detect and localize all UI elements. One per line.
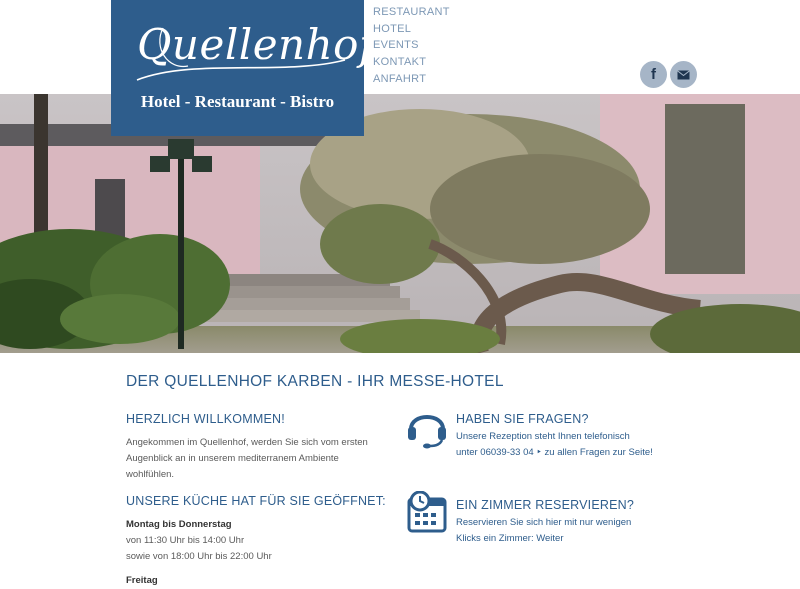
nav-item-anfahrt[interactable]: ANFAHRT — [373, 72, 427, 85]
page-title: DER QUELLENHOF KARBEN - IHR MESSE-HOTEL — [126, 373, 504, 390]
welcome-section — [126, 412, 386, 589]
reservation-line-1: Reservieren Sie sich hier mit nur wenigen — [456, 517, 632, 528]
contact-heading: HABEN SIE FRAGEN? — [456, 412, 589, 426]
contact-line-1: Unsere Rezeption steht Ihnen telefonisch — [456, 431, 630, 442]
facebook-button[interactable] — [640, 61, 667, 88]
nav-item-kontakt[interactable]: KONTAKT — [373, 56, 427, 69]
main-nav — [373, 4, 450, 88]
site-logo[interactable] — [111, 0, 375, 136]
social-links — [640, 61, 697, 88]
welcome-heading: HERZLICH WILLKOMMEN! — [126, 412, 285, 426]
nav-item-restaurant[interactable]: RESTAURANT — [373, 6, 450, 18]
contact-line-2[interactable]: unter 06039-33 04 ‣ zu allen Fragen zur Seite! — [456, 447, 653, 458]
facebook-icon: f — [651, 66, 656, 83]
hours-time-1b: sowie von 18:00 Uhr bis 22:00 Uhr — [126, 550, 272, 562]
reservation-heading: EIN ZIMMER RESERVIEREN? — [456, 498, 635, 512]
calendar-clock-icon — [406, 491, 448, 533]
nav-item-hotel[interactable]: HOTEL — [373, 22, 412, 35]
logo-wordmark: Quellenhof — [137, 20, 375, 69]
kitchen-hours-heading: UNSERE KÜCHE HAT FÜR SIE GEÖFFNET: — [126, 494, 386, 508]
hours-day-1: Montag bis Donnerstag — [126, 519, 232, 530]
logo-tagline: Hotel - Restaurant - Bistro — [140, 92, 335, 111]
hours-day-2: Freitag — [126, 575, 158, 586]
hours-time-1a: von 11:30 Uhr bis 14:00 Uhr — [126, 535, 245, 546]
mail-icon — [677, 70, 690, 80]
mail-button[interactable] — [670, 61, 697, 88]
welcome-text: Angekommen im Quellenhof, werden Sie sich vom ersten Augenblick an in unserem mediterranem Ambiente wohlfühlen. — [126, 437, 368, 480]
reservation-line-2[interactable]: Klicks ein Zimmer: Weiter — [456, 533, 564, 544]
nav-item-events[interactable]: EVENTS — [373, 39, 419, 52]
headset-icon — [406, 405, 448, 449]
